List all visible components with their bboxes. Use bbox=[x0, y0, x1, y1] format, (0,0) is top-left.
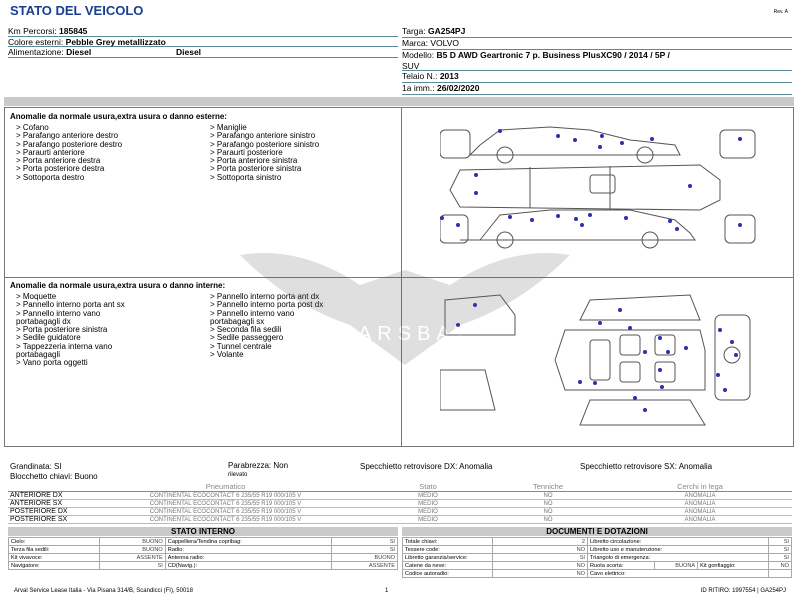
external-list-2: > Maniglie > Parafango anteriore sinistro > Parafango posteriore sinistro > Paraurti posteriore > Porta anteriore sinistra > Porta posteriore sinistra > Sottoporta sinistro bbox=[210, 123, 320, 182]
steering-wheel-icon bbox=[715, 315, 750, 400]
table-row: Libretto garanzia/service: SI Triangolo di emergenza: SI bbox=[403, 554, 792, 562]
table-row: ANTERIORE SX CONTINENTAL ECOCONTACT 6 235/55 R19 000/105 V MEDIO NO ANOMALIA bbox=[8, 500, 792, 508]
door-open-top-icon bbox=[580, 295, 705, 425]
fuel-row: Alimentazione: Diesel Diesel bbox=[8, 47, 398, 58]
svg-text:CARSBAT: CARSBAT bbox=[337, 323, 473, 345]
imm-row: 1a imm.: 26/02/2020 bbox=[402, 83, 792, 95]
table-row: Navigatore: SI CD(Navig.): ASSENTE bbox=[9, 562, 398, 570]
stato-interno-table bbox=[8, 537, 398, 570]
car-rear-icon bbox=[720, 130, 755, 158]
targa-row: Targa: GA254PJ bbox=[402, 26, 792, 38]
damage-dot-icon bbox=[440, 129, 742, 231]
watermark-logo bbox=[240, 235, 570, 375]
revision: Rev. A bbox=[773, 9, 788, 15]
page-title: STATO DEL VEICOLO bbox=[10, 3, 144, 18]
parabrezza: Parabrezza: Non rilevato bbox=[228, 461, 289, 478]
marca-row: Marca: VOLVO bbox=[402, 38, 792, 50]
car-top-icon bbox=[450, 165, 720, 210]
table-row: POSTERIORE DX CONTINENTAL ECOCONTACT 6 235/55 R19 000/105 V MEDIO NO ANOMALIA bbox=[8, 508, 792, 516]
car-side-right-icon bbox=[470, 127, 680, 163]
footer-ritiro: ID RITIRO: 1997554 | GA254PJ bbox=[700, 588, 786, 594]
external-list-1: > Cofano > Parafango anteriore destro > Parafango posteriore destro > Paraurti anteriore > Porta anteriore destra > Porta posteriore destra > Sottoporta destro bbox=[16, 123, 123, 182]
internal-list-2: > Pannello interno porta ant dx > Pannello interno porta post dx > Pannello interno vano portabagagli sx > Seconda fila sedili > Sedile passeggero > Tunnel centrale > Volante bbox=[210, 292, 324, 360]
internal-title: Anomalie da normale usura,extra usura o danno interne: bbox=[10, 281, 226, 290]
internal-list-1: > Moquette > Pannello interno porta ant sx > Pannello interno vano portabagagli dx > Porta posteriore sinistra > Sedile guidatore > Tappezzeria interna vano portabagagli > Vano porta oggetti bbox=[16, 292, 125, 368]
grandinata: Grandinata: SI bbox=[10, 462, 62, 471]
table-row: Tessere code: NO Libretto uso e manutenzione: SI bbox=[403, 546, 792, 554]
table-row: ANTERIORE DX CONTINENTAL ECOCONTACT 6 235/55 R19 000/105 V MEDIO NO ANOMALIA bbox=[8, 492, 792, 500]
modello-row: Modello: B5 D AWD Geartronic 7 p. Business PlusXC90 / 2014 / 5P / SUV bbox=[402, 50, 792, 71]
km-row: Km Percorsi: 185845 bbox=[8, 26, 398, 37]
separator-bar bbox=[4, 97, 794, 106]
table-row: Kit vivavoce: ASSENTE Antenna radio: BUONO bbox=[9, 554, 398, 562]
tyres-table: Pneumatico Stato Tenniche Cerchi in lega ANTERIORE DX CONTINENTAL ECOCONTACT 6 235/55 R19 000/105 V MEDIO NO ANOMALIA ANTERIORE SX CONTINENTAL ECOCONTACT 6 235/55 R19 000/105 V MEDIO NO ANOMALIA POSTERIORE DX CONTINENTAL ECOCONTACT 6 235/55 R19 000/105 V MEDIO NO ANOMALIA POSTERIORE SX CONTINENTAL ECOCONTACT 6 235/55 R19 000/105 V MEDIO NO ANOMALIA bbox=[8, 482, 792, 524]
table-row: Cielo: BUONO Cappelliera/Tendina copribag: SI bbox=[9, 538, 398, 546]
specchietto-sx: Specchietto retrovisore SX: Anomalia bbox=[580, 462, 713, 471]
documenti-table bbox=[402, 537, 792, 578]
vehicle-info-left bbox=[8, 26, 398, 58]
car-front-icon bbox=[440, 130, 470, 158]
documenti-title: DOCUMENTI E DOTAZIONI bbox=[402, 527, 792, 536]
external-title: Anomalie da normale usura,extra usura o danno esterne: bbox=[10, 112, 227, 121]
table-row: Totale chiavi: 2 Libretto circolazione: SI bbox=[403, 538, 792, 546]
footer-company: Arval Service Lease Italia - Via Pisana 314/B, Scandicci (FI), 50018 bbox=[14, 588, 193, 594]
table-row: Codice autoradio: NO Cavo elettrico: bbox=[403, 570, 792, 578]
blocchetto: Blocchetto chiavi: Buono bbox=[10, 472, 98, 481]
color-row: Colore esterni: Pebble Grey metallizzato bbox=[8, 37, 398, 48]
table-row: Catene da neve: NO Ruota scorta: BUONA Kit gonfiaggio: NO bbox=[403, 562, 792, 570]
footer-page: 1 bbox=[385, 588, 389, 594]
car-rear-2-icon bbox=[725, 215, 755, 243]
cabin-top-icon bbox=[555, 330, 705, 390]
telaio-row: Telaio N.: 2013 bbox=[402, 71, 792, 83]
stato-interno-title: STATO INTERNO bbox=[8, 527, 398, 536]
table-row: POSTERIORE SX CONTINENTAL ECOCONTACT 6 235/55 R19 000/105 V MEDIO NO ANOMALIA bbox=[8, 516, 792, 524]
table-row: Terza fila sedili: BUONO Radio: SI bbox=[9, 546, 398, 554]
vehicle-info-right bbox=[402, 26, 792, 95]
specchietto-dx: Specchietto retrovisore DX: Anomalia bbox=[360, 462, 493, 471]
